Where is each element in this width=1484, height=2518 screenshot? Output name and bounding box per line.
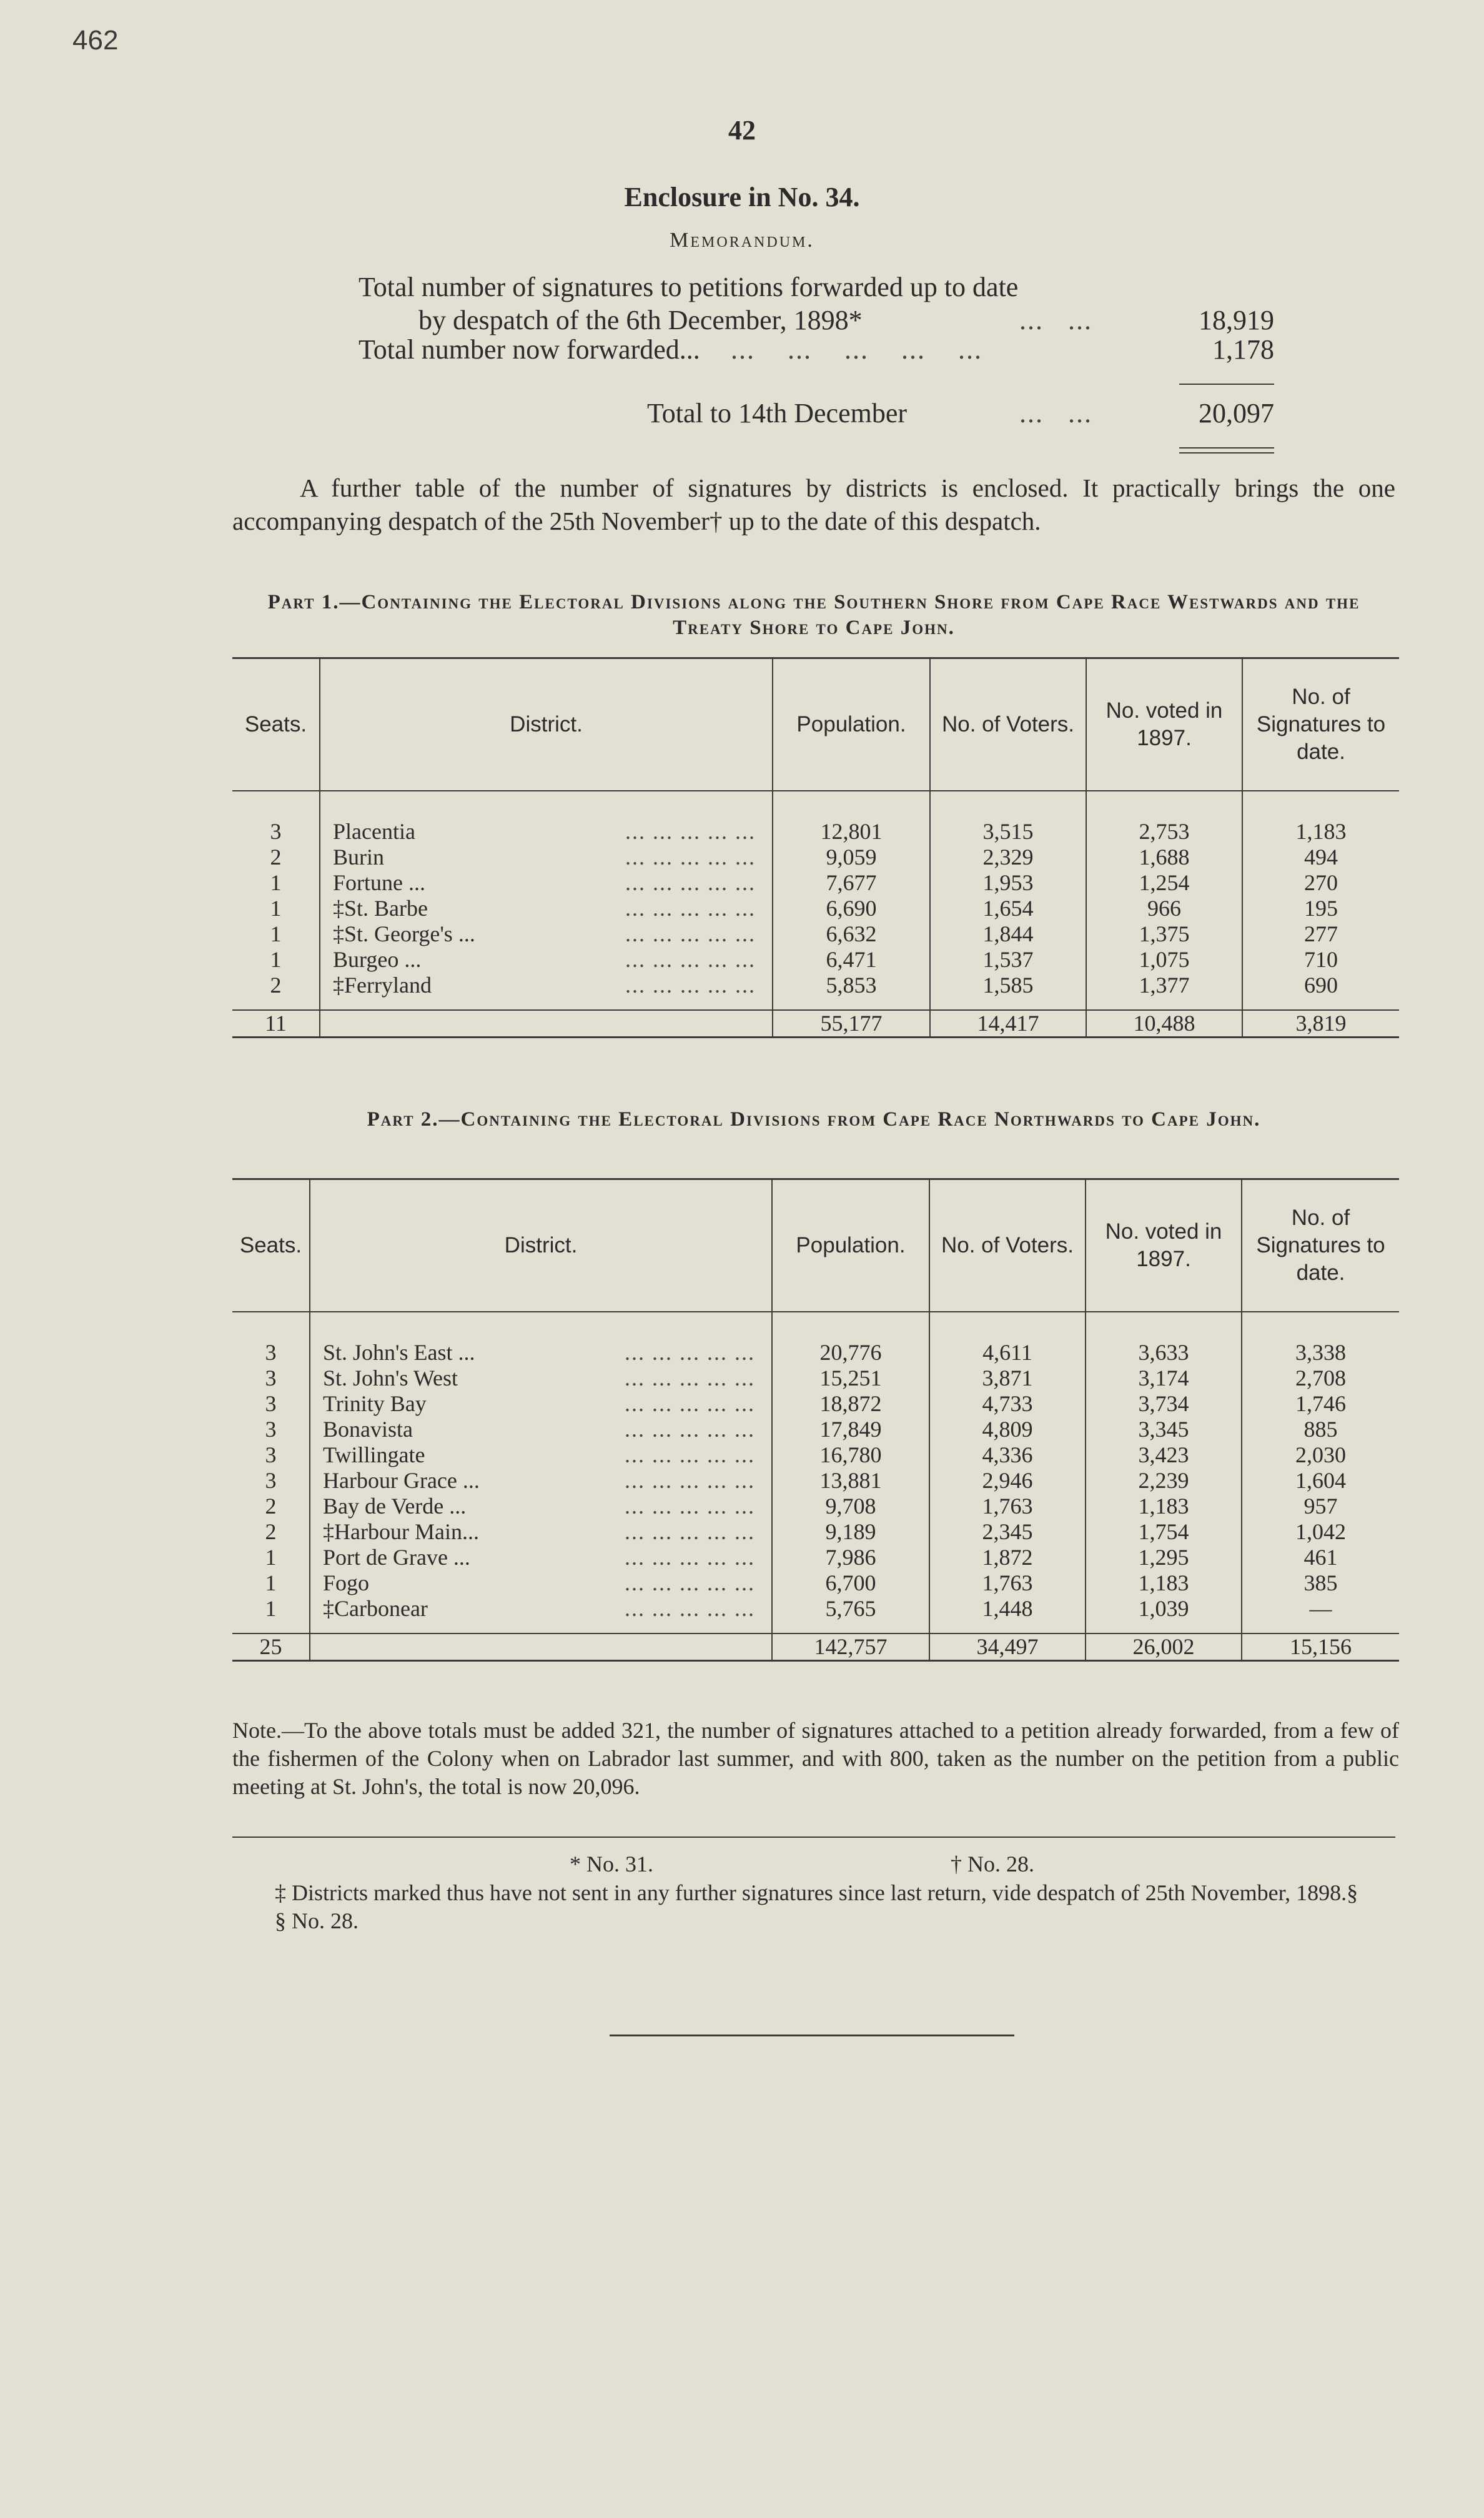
part1-heading: Part 1.—Containing the Electoral Divisions along the Southern Shore from Cape Race Westwards and the Treaty Shore to Cape John. <box>267 591 1360 640</box>
signatures-cell: 195 <box>1242 896 1399 921</box>
population-cell: 6,471 <box>773 947 930 973</box>
district-cell <box>310 1468 772 1494</box>
district-cell <box>310 1494 772 1519</box>
part2-table <box>232 1178 1399 1662</box>
seats-cell: 1 <box>270 895 282 921</box>
population-cell: 6,690 <box>773 896 930 921</box>
memo-line-2-value: 18,919 <box>1199 305 1274 335</box>
memo-line-3-value: 1,178 <box>1212 334 1274 365</box>
voted-cell: 1,295 <box>1086 1545 1242 1570</box>
voters-cell: 2,329 <box>930 845 1086 870</box>
population-cell: 5,853 <box>773 973 930 1010</box>
table-row <box>232 1312 1399 1366</box>
population-cell: 6,632 <box>773 921 930 947</box>
district-cell <box>320 870 773 896</box>
voted-cell: 3,423 <box>1086 1442 1242 1468</box>
population-cell: 16,780 <box>772 1442 929 1468</box>
footnote-star: * No. 31. <box>570 1851 653 1876</box>
district-name: St. John's West <box>323 1365 458 1390</box>
district-name: Trinity Bay <box>323 1390 427 1416</box>
dot-leader: ... ... ... ... ... <box>625 1339 755 1365</box>
voters-cell: 3,871 <box>929 1366 1086 1391</box>
signatures-cell: 385 <box>1242 1570 1399 1596</box>
voted-cell: 3,345 <box>1086 1417 1242 1442</box>
total-seats: 25 <box>232 1633 310 1661</box>
district-cell <box>320 896 773 921</box>
memo-line-2: by despatch of the 6th December, 1898* <box>418 305 863 335</box>
table-row <box>232 870 1399 896</box>
total-signatures: 15,156 <box>1242 1633 1399 1661</box>
dot-leader: ... ... ... ... ... <box>625 1570 755 1595</box>
table-row <box>232 791 1399 845</box>
signatures-cell: — <box>1242 1596 1399 1633</box>
enclosure-heading: Enclosure in No. 34. <box>624 182 860 212</box>
voters-cell: 1,763 <box>929 1494 1086 1519</box>
table-row <box>232 1391 1399 1417</box>
district-name: Fortune ... <box>333 870 425 895</box>
memo-subtotal-rule <box>1179 384 1274 385</box>
voted-cell: 2,239 <box>1086 1468 1242 1494</box>
memo-line-1: Total number of signatures to petitions forwarded up to date <box>359 272 1019 302</box>
seats-cell: 2 <box>270 844 282 870</box>
dot-leader: ... ... ... ... ... <box>625 1442 755 1467</box>
seats-cell: 1 <box>265 1544 277 1570</box>
voters-cell: 1,844 <box>930 921 1086 947</box>
district-name: Placentia <box>333 818 415 844</box>
memorandum-title: Memorandum. <box>670 229 814 252</box>
district-cell <box>310 1442 772 1468</box>
dot-leader: ... ... ... ... ... <box>625 844 756 870</box>
memo-line-2-dots: ... ... <box>1019 305 1092 335</box>
seats-cell: 2 <box>265 1493 277 1519</box>
footnotes <box>232 1850 1399 1935</box>
col-voted: No. voted in 1897. <box>1086 1179 1242 1312</box>
district-name: Burin <box>333 844 385 870</box>
memo-total-rule-2 <box>1179 452 1274 454</box>
memo-total-dots: ... ... <box>1019 398 1092 429</box>
total-district <box>320 1010 773 1038</box>
signatures-cell: 1,746 <box>1242 1391 1399 1417</box>
note-paragraph: Note.—To the above totals must be added 321, the number of signatures attached to a petition already forwarded, from a few of the fishermen of the Colony when on Labrador last summer, and with 800, taken as the number on the petition from a public meeting at St. John's, the total is now 20,096. <box>232 1718 1399 1799</box>
voted-cell: 2,753 <box>1086 791 1242 845</box>
seats-cell: 1 <box>270 870 282 895</box>
total-voters: 34,497 <box>929 1633 1086 1661</box>
district-cell <box>310 1391 772 1417</box>
district-cell <box>310 1519 772 1545</box>
voters-cell: 1,585 <box>930 973 1086 1010</box>
population-cell: 15,251 <box>772 1366 929 1391</box>
footnote-dagger: † No. 28. <box>951 1851 1034 1876</box>
district-cell <box>320 973 773 1010</box>
table-row <box>232 1366 1399 1391</box>
signatures-cell: 1,604 <box>1242 1468 1399 1494</box>
closing-rule <box>610 2035 1014 2036</box>
dot-leader: ... ... ... ... ... <box>625 946 756 972</box>
table-row <box>232 1442 1399 1468</box>
voted-cell: 1,183 <box>1086 1570 1242 1596</box>
seats-cell: 3 <box>265 1467 277 1493</box>
district-name: Bay de Verde ... <box>323 1493 467 1519</box>
population-cell: 5,765 <box>772 1596 929 1633</box>
seats-cell: 1 <box>265 1595 277 1621</box>
voters-cell: 1,872 <box>929 1545 1086 1570</box>
col-population: Population. <box>772 1179 929 1312</box>
voted-cell: 3,174 <box>1086 1366 1242 1391</box>
district-cell <box>320 947 773 973</box>
part2-total-row <box>232 1633 1399 1661</box>
memo-total-rule-1 <box>1179 447 1274 449</box>
population-cell: 17,849 <box>772 1417 929 1442</box>
signatures-cell: 2,030 <box>1242 1442 1399 1468</box>
dot-leader: ... ... ... ... ... <box>625 972 756 998</box>
district-name: ‡St. Barbe <box>333 895 428 921</box>
dot-leader: ... ... ... ... ... <box>625 1416 755 1442</box>
population-cell: 9,059 <box>773 845 930 870</box>
folio-number: 42 <box>728 115 756 146</box>
table-row <box>232 1596 1399 1633</box>
district-name: Port de Grave ... <box>323 1544 470 1570</box>
seats-cell: 2 <box>265 1519 277 1544</box>
col-signatures: No. of Signatures to date. <box>1242 658 1399 791</box>
district-name: Burgeo ... <box>333 946 422 972</box>
dot-leader: ... ... ... ... ... <box>625 1365 755 1390</box>
signatures-cell: 690 <box>1242 973 1399 1010</box>
voted-cell: 3,633 <box>1086 1312 1242 1366</box>
total-district <box>310 1633 772 1661</box>
voters-cell: 4,611 <box>929 1312 1086 1366</box>
population-cell: 13,881 <box>772 1468 929 1494</box>
table-row <box>232 973 1399 1010</box>
seats-cell: 1 <box>270 921 282 946</box>
population-cell: 7,677 <box>773 870 930 896</box>
footnote-double-dagger: ‡ Districts marked thus have not sent in any further signatures since last return, vide despatch of 25th November, 1898.§ <box>275 1880 1358 1905</box>
voted-cell: 1,183 <box>1086 1494 1242 1519</box>
signatures-cell: 710 <box>1242 947 1399 973</box>
signatures-cell: 1,183 <box>1242 791 1399 845</box>
district-name: Twillingate <box>323 1442 425 1467</box>
voters-cell: 3,515 <box>930 791 1086 845</box>
voted-cell: 1,377 <box>1086 973 1242 1010</box>
population-cell: 7,986 <box>772 1545 929 1570</box>
table-row <box>232 947 1399 973</box>
part1-table <box>232 657 1399 1038</box>
district-name: Bonavista <box>323 1416 413 1442</box>
memo-total-value: 20,097 <box>1199 398 1274 429</box>
col-population: Population. <box>773 658 930 791</box>
population-cell: 12,801 <box>773 791 930 845</box>
voted-cell: 966 <box>1086 896 1242 921</box>
seats-cell: 3 <box>265 1442 277 1467</box>
voters-cell: 4,809 <box>929 1417 1086 1442</box>
dot-leader: ... ... ... ... ... <box>625 1519 755 1544</box>
total-signatures: 3,819 <box>1242 1010 1399 1038</box>
district-name: ‡Ferryland <box>333 972 432 998</box>
population-cell: 6,700 <box>772 1570 929 1596</box>
dot-leader: ... ... ... ... ... <box>625 818 756 844</box>
voted-cell: 1,254 <box>1086 870 1242 896</box>
signatures-cell: 3,338 <box>1242 1312 1399 1366</box>
total-voters: 14,417 <box>930 1010 1086 1038</box>
seats-cell: 1 <box>265 1570 277 1595</box>
district-cell <box>310 1545 772 1570</box>
memo-line-3: Total number now forwarded... <box>359 334 700 365</box>
population-cell: 9,708 <box>772 1494 929 1519</box>
voters-cell: 1,537 <box>930 947 1086 973</box>
body-paragraph: A further table of the number of signatures by districts is enclosed. It practically brings the one accompanying despatch of the 25th November† up to the date of this despatch. <box>232 473 1395 536</box>
footnote-section: § No. 28. <box>275 1908 359 1933</box>
total-population: 142,757 <box>772 1633 929 1661</box>
district-name: Fogo <box>323 1570 370 1595</box>
dot-leader: ... ... ... ... ... <box>625 1544 755 1570</box>
voted-cell: 1,688 <box>1086 845 1242 870</box>
seats-cell: 3 <box>265 1416 277 1442</box>
voters-cell: 2,946 <box>929 1468 1086 1494</box>
memo-total-label: Total to 14th December <box>647 398 908 429</box>
col-seats: Seats. <box>232 1179 310 1312</box>
voted-cell: 1,075 <box>1086 947 1242 973</box>
district-cell <box>310 1596 772 1633</box>
col-seats: Seats. <box>232 658 320 791</box>
table-row <box>232 1494 1399 1519</box>
seats-cell: 3 <box>265 1339 277 1365</box>
voters-cell: 4,733 <box>929 1391 1086 1417</box>
district-cell <box>310 1570 772 1596</box>
voters-cell: 4,336 <box>929 1442 1086 1468</box>
voted-cell: 1,039 <box>1086 1596 1242 1633</box>
dot-leader: ... ... ... ... ... <box>625 895 756 921</box>
dot-leader: ... ... ... ... ... <box>625 1493 755 1519</box>
district-cell <box>310 1312 772 1366</box>
col-signatures: No. of Signatures to date. <box>1242 1179 1399 1312</box>
population-cell: 9,189 <box>772 1519 929 1545</box>
dot-leader: ... ... ... ... ... <box>625 870 756 895</box>
district-cell <box>320 921 773 947</box>
page-number: 462 <box>72 25 119 56</box>
district-cell <box>310 1366 772 1391</box>
voted-cell: 1,754 <box>1086 1519 1242 1545</box>
dot-leader: ... ... ... ... ... <box>625 1467 755 1493</box>
seats-cell: 2 <box>270 972 282 998</box>
table-row <box>232 921 1399 947</box>
seats-cell: 3 <box>265 1365 277 1390</box>
voters-cell: 1,763 <box>929 1570 1086 1596</box>
signatures-cell: 957 <box>1242 1494 1399 1519</box>
voters-cell: 1,654 <box>930 896 1086 921</box>
voters-cell: 1,448 <box>929 1596 1086 1633</box>
district-cell <box>310 1417 772 1442</box>
total-voted: 10,488 <box>1086 1010 1242 1038</box>
signatures-cell: 885 <box>1242 1417 1399 1442</box>
table-row <box>232 896 1399 921</box>
district-name: ‡Harbour Main... <box>323 1519 479 1544</box>
total-population: 55,177 <box>773 1010 930 1038</box>
population-cell: 20,776 <box>772 1312 929 1366</box>
col-district: District. <box>320 658 773 791</box>
part1-total-row <box>232 1010 1399 1038</box>
voted-cell: 1,375 <box>1086 921 1242 947</box>
memo-line-3-dots: ... ... ... ... ... <box>731 334 982 365</box>
total-seats: 11 <box>232 1010 320 1038</box>
district-name: St. John's East ... <box>323 1339 475 1365</box>
signatures-cell: 270 <box>1242 870 1399 896</box>
note-rule <box>232 1836 1395 1838</box>
part2-heading: Part 2.—Containing the Electoral Divisions from Cape Race Northwards to Cape John. <box>367 1108 1261 1131</box>
signatures-cell: 2,708 <box>1242 1366 1399 1391</box>
district-name: ‡St. George's ... <box>333 921 475 946</box>
col-voted: No. voted in 1897. <box>1086 658 1242 791</box>
table-row <box>232 845 1399 870</box>
seats-cell: 3 <box>270 818 282 844</box>
signatures-cell: 1,042 <box>1242 1519 1399 1545</box>
voters-cell: 1,953 <box>930 870 1086 896</box>
table-row <box>232 1570 1399 1596</box>
seats-cell: 1 <box>270 946 282 972</box>
district-name: ‡Carbonear <box>323 1595 428 1621</box>
population-cell: 18,872 <box>772 1391 929 1417</box>
signatures-cell: 277 <box>1242 921 1399 947</box>
district-name: Harbour Grace ... <box>323 1467 480 1493</box>
table-row <box>232 1468 1399 1494</box>
voted-cell: 3,734 <box>1086 1391 1242 1417</box>
district-cell <box>320 845 773 870</box>
col-district: District. <box>310 1179 772 1312</box>
table-row <box>232 1545 1399 1570</box>
table-row <box>232 1519 1399 1545</box>
signatures-cell: 494 <box>1242 845 1399 870</box>
col-voters: No. of Voters. <box>930 658 1086 791</box>
signatures-cell: 461 <box>1242 1545 1399 1570</box>
voters-cell: 2,345 <box>929 1519 1086 1545</box>
table-row <box>232 1417 1399 1442</box>
seats-cell: 3 <box>265 1390 277 1416</box>
col-voters: No. of Voters. <box>929 1179 1086 1312</box>
total-voted: 26,002 <box>1086 1633 1242 1661</box>
dot-leader: ... ... ... ... ... <box>625 1595 755 1621</box>
dot-leader: ... ... ... ... ... <box>625 921 756 946</box>
dot-leader: ... ... ... ... ... <box>625 1390 755 1416</box>
district-cell <box>320 791 773 845</box>
